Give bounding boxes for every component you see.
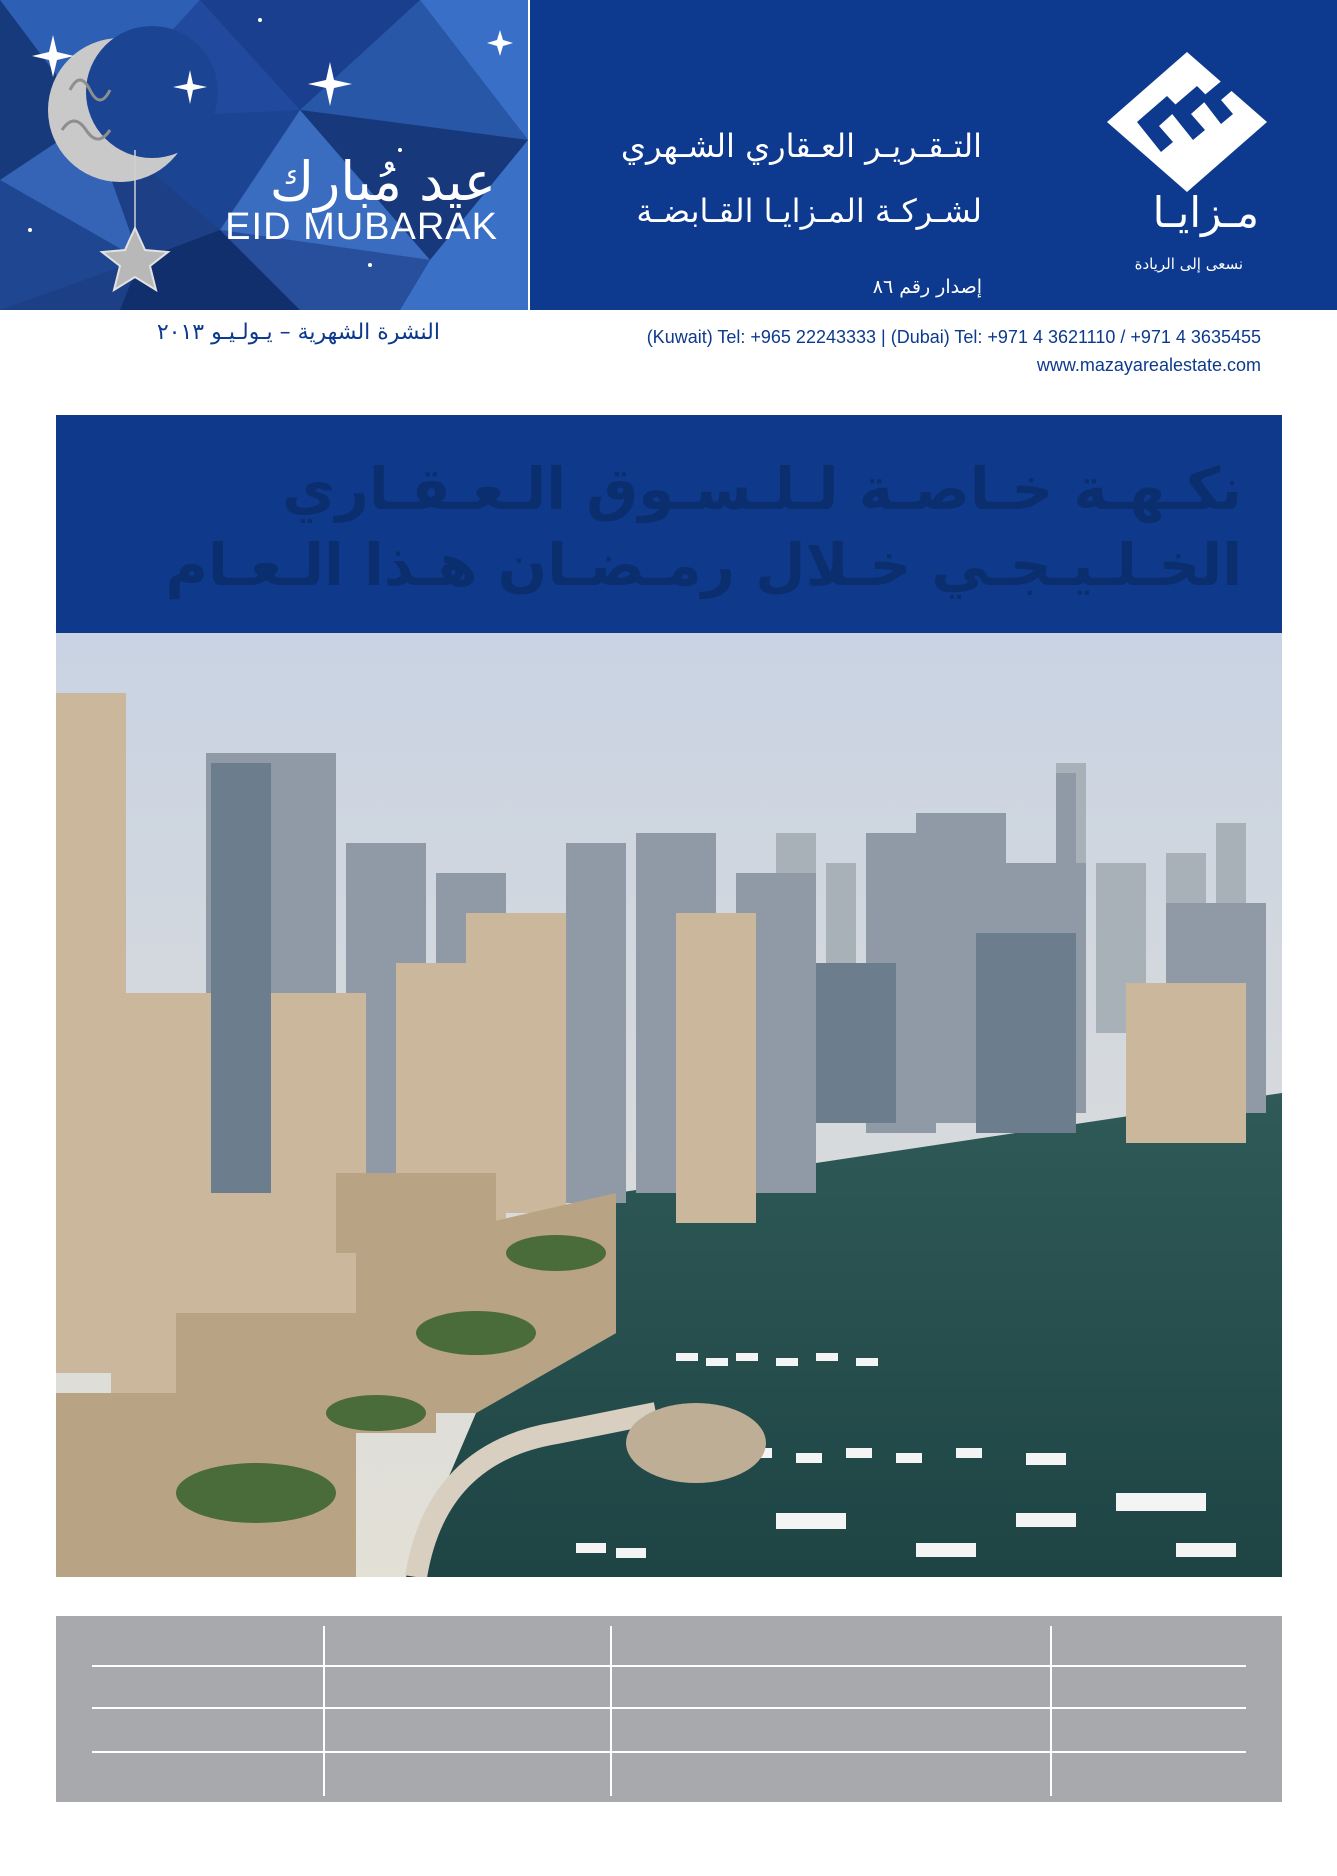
bulletin-date: النشرة الشهرية – يـولـيـو ٢٠١٣ xyxy=(156,320,440,345)
report-title-line1: التـقـريـر العـقاري الشـهري xyxy=(620,127,982,165)
eid-banner xyxy=(0,0,528,310)
dubai-marina-photo xyxy=(56,633,1282,1577)
headline-box xyxy=(56,415,1282,633)
marina-skyline-illustration xyxy=(56,633,1282,1577)
eid-latin-greeting: EID MUBARAK xyxy=(225,206,498,248)
headline-line1: نكـهـة خـاصـة لـلـسـوق الـعـقـاري xyxy=(282,455,1242,523)
report-header xyxy=(530,0,1337,310)
logo-tagline: نسعى إلى الريادة xyxy=(1134,255,1243,273)
headline-line2: الخـلـيـجـي خـلال رمـضـان هـذا الـعـام xyxy=(165,531,1242,599)
contact-phones: (Kuwait) Tel: +965 22243333 | (Dubai) Tel: +971 4 3621110 / +971 4 3635455 xyxy=(646,327,1261,347)
eid-arabic-greeting: عيد مُبارك xyxy=(269,150,496,213)
mazaya-logo-icon xyxy=(1107,52,1267,192)
issue-number: إصدار رقم ٨٦ xyxy=(872,276,982,298)
website-link[interactable]: www.mazayarealestate.com xyxy=(1036,355,1261,375)
report-title-line2: لشـركـة المـزايـا القـابضـة xyxy=(636,192,982,230)
info-table-grid xyxy=(56,1616,1282,1802)
logo-name: مـزايـا xyxy=(1152,188,1259,237)
info-table xyxy=(56,1616,1282,1802)
